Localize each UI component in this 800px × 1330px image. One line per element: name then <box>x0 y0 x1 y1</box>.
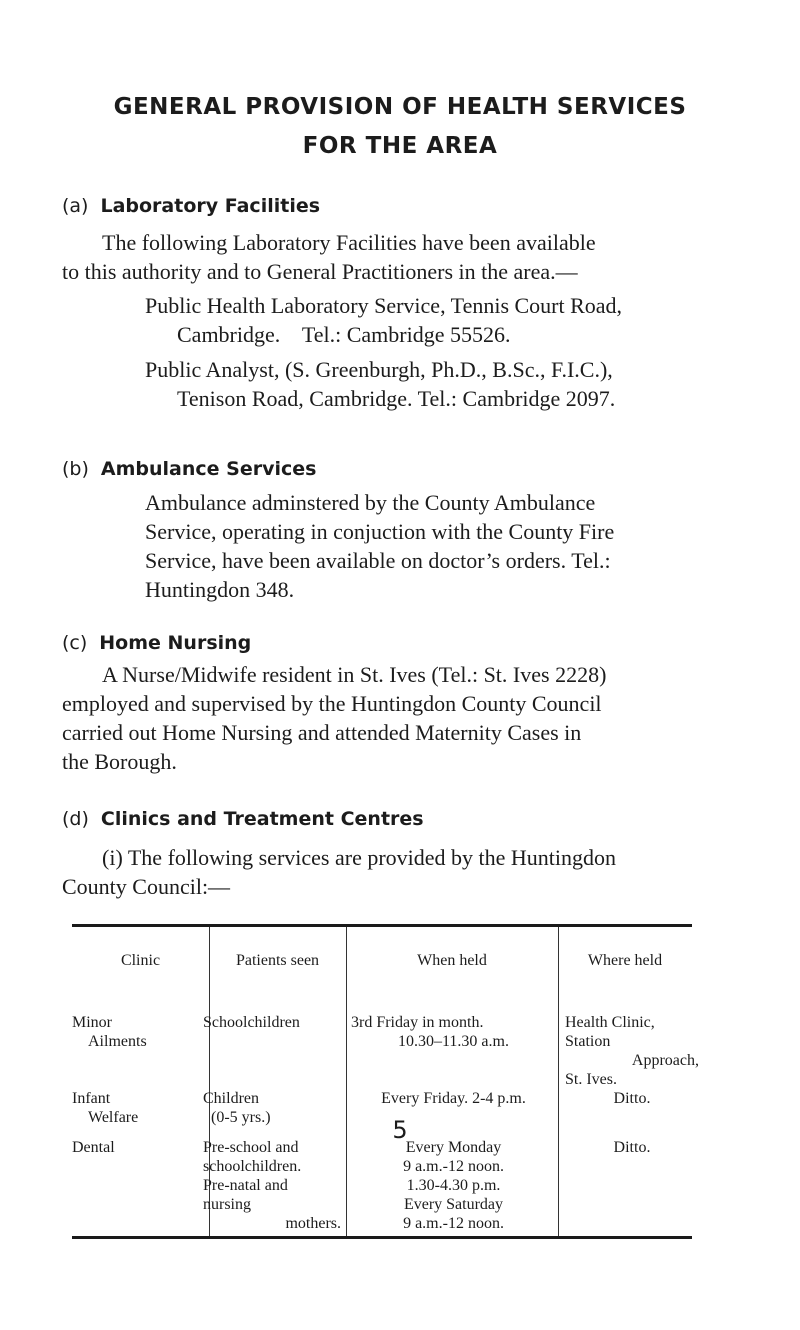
table-top-rule <box>72 924 692 927</box>
table-row-2-patients: Children (0-5 yrs.) <box>203 1090 271 1126</box>
page-subtitle: FOR THE AREA <box>302 133 498 159</box>
table-row-1-patients: Schoolchildren <box>203 1014 300 1031</box>
section-a-entry-2-line-1: Public Analyst, (S. Greenburgh, Ph.D., B.Sc., F.I.C.), <box>145 357 613 382</box>
section-c-line-2: employed and supervised by the Huntingdon County Council <box>62 691 602 716</box>
section-c-body <box>62 660 742 776</box>
section-a-entry-2-line-2: Tenison Road, Cambridge. Tel.: Cambridge 2097. <box>177 386 616 411</box>
section-b-heading <box>62 458 316 480</box>
section-c-title: Home Nursing <box>99 632 252 654</box>
section-c-heading <box>62 632 251 654</box>
table-row-1-when: 3rd Friday in month. 10.30–11.30 a.m. <box>351 1014 509 1050</box>
table-row-2-when: Every Friday. 2-4 p.m. <box>381 1090 526 1107</box>
section-a-entry-1 <box>145 291 738 349</box>
page-title: GENERAL PROVISION OF HEALTH SERVICES <box>113 94 687 120</box>
table-row-3-patients: Pre-school and schoolchildren. Pre-natal and nursing mothers. <box>203 1139 341 1232</box>
section-d-line-2: County Council:— <box>62 874 231 899</box>
table-bottom-rule <box>72 1236 692 1239</box>
section-b-line-2: Service, operating in conjuction with the County Fire <box>145 519 615 544</box>
section-d-heading-text <box>62 808 424 830</box>
section-a-heading <box>62 195 320 217</box>
section-b-line-3: Service, have been available on doctor’s orders. Tel.: <box>145 548 611 573</box>
page-number: 5 <box>392 1116 408 1144</box>
section-a-intro <box>102 228 738 257</box>
section-a-entry-1-line-1: Public Health Laboratory Service, Tennis Court Road, <box>145 293 623 318</box>
section-a-entry-2 <box>145 355 738 413</box>
section-a-intro-cont <box>62 257 738 286</box>
header-where-held: Where held <box>587 952 663 969</box>
table-row-1-clinic: Minor Ailments <box>72 1014 147 1050</box>
section-a-title: Laboratory Facilities <box>100 195 321 217</box>
table-row-3-clinic: Dental <box>72 1139 115 1156</box>
table-row-2-where: Ditto. <box>613 1090 651 1107</box>
table-col-divider-2 <box>346 927 347 1236</box>
section-c-line-3: carried out Home Nursing and attended Maternity Cases in <box>62 720 582 745</box>
header-patients-seen: Patients seen <box>235 952 320 969</box>
table-row-2-clinic: Infant Welfare <box>72 1090 139 1126</box>
table-col-divider-3 <box>558 927 559 1236</box>
section-b-line-4: Huntingdon 348. <box>145 577 295 602</box>
section-b-title: Ambulance Services <box>100 458 317 480</box>
section-b-line-1: Ambulance adminstered by the County Ambulance <box>145 490 596 515</box>
header-clinic: Clinic <box>120 952 161 969</box>
section-a-letter: (a) <box>62 195 89 217</box>
clinics-table <box>72 924 699 1240</box>
section-a-intro-line-2: to this authority and to General Practitioners in the area.— <box>62 259 578 284</box>
header-when-held: When held <box>417 952 487 969</box>
section-d-title: Clinics and Treatment Centres <box>100 808 424 830</box>
section-c-letter: (c) <box>62 632 88 654</box>
section-c-line-1: A Nurse/Midwife resident in St. Ives (Tel.: St. Ives 2228) <box>102 662 607 687</box>
section-d-letter: (d) <box>62 808 89 830</box>
section-a-entry-1-line-2: Cambridge. Tel.: Cambridge 55526. <box>177 322 511 347</box>
section-b-letter: (b) <box>62 458 89 480</box>
section-d-body <box>62 843 742 901</box>
table-row-3-where: Ditto. <box>613 1139 651 1156</box>
table-row-3-when: Every Monday 9 a.m.-12 noon. 1.30-4.30 p.m. Every Saturday 9 a.m.-12 noon. <box>403 1139 504 1232</box>
section-c-line-4: the Borough. <box>62 749 177 774</box>
section-a-intro-line-1: The following Laboratory Facilities have been available <box>102 230 596 255</box>
table-row-1-where: Health Clinic, Station Approach, St. Ives. <box>565 1014 699 1088</box>
section-d-line-1: (i) The following services are provided by the Huntingdon <box>102 845 617 870</box>
section-b-body <box>145 488 738 604</box>
